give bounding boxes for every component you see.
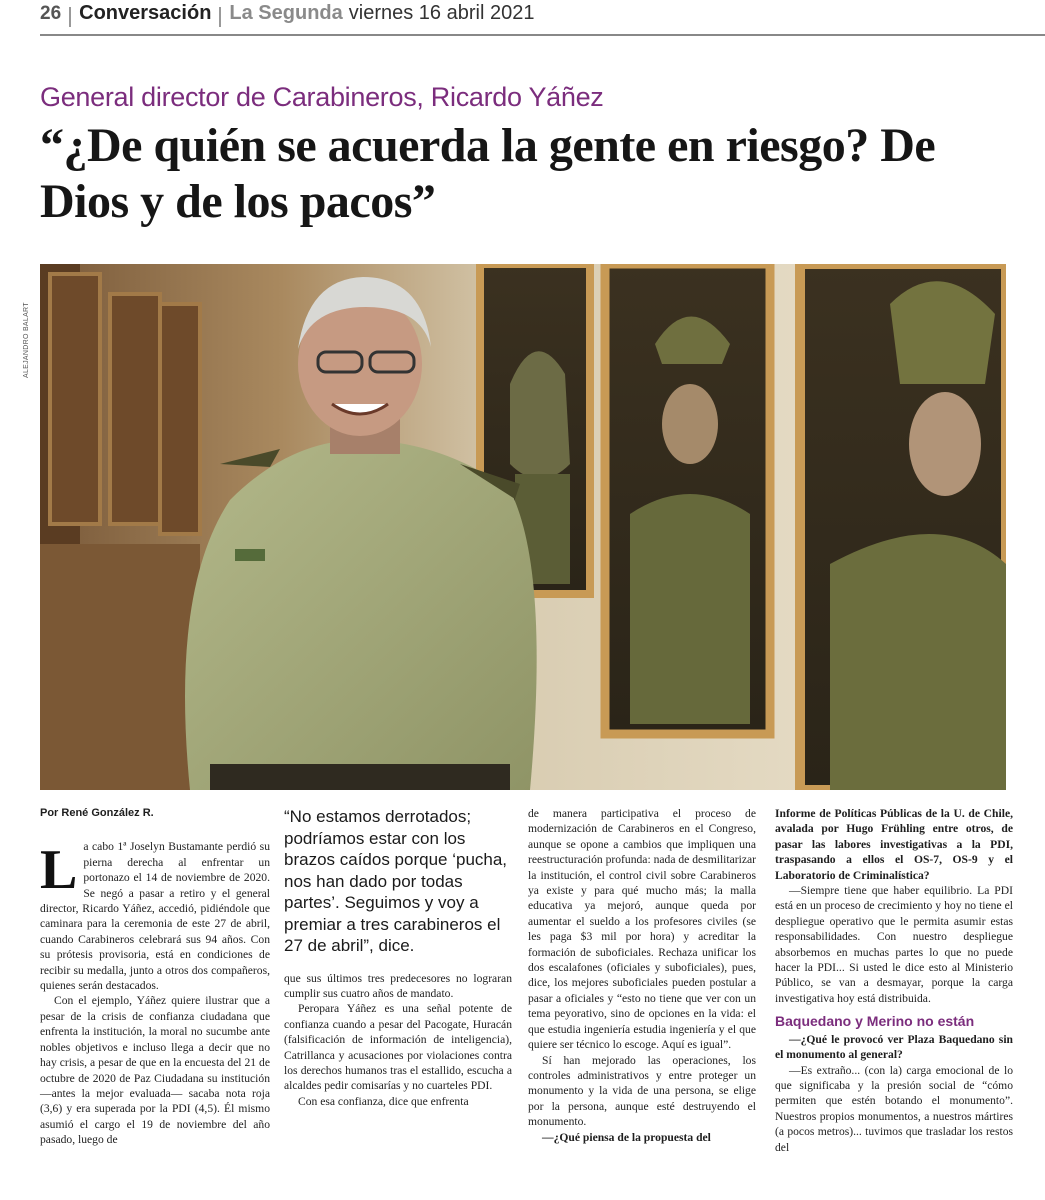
photo-illustration — [40, 264, 1006, 790]
paragraph: Con esa confianza, dice que enfrenta — [298, 1094, 469, 1108]
paragraph: Con el ejemplo, Yáñez quiere ilustrar que a pesar de la crisis de confianza ciudadana que enfrenta la institución, la moral no sucumbe ante nobles objetivos e incluso llega a decir que no hay crisis, a pesar de que en la encuesta del 21 de octubre de 2020 de Paz Ciudadana su institución —antes la mejor evaluada— sacaba nota roja (3,6) y era superada por la PDI (4,5). Él mismo asumió el cargo el 19 de noviembre del año pasado, luego de — [40, 994, 270, 1147]
article-column-3 — [528, 806, 756, 1145]
paragraph: que sus últimos tres predecesores no lograran cumplir sus cuatro años de mandato. — [284, 971, 512, 1000]
masthead-divider — [219, 7, 221, 27]
section-name: Conversación — [79, 2, 212, 24]
issue-date: viernes 16 abril 2021 — [348, 2, 535, 24]
interview-question: —¿Qué le provocó ver Plaza Baquedano sin el monumento al general? — [775, 1032, 1013, 1062]
drop-cap: L — [40, 839, 78, 902]
paragraph: —Siempre tiene que haber equilibrio. La PDI está en un proceso de crecimiento y hoy no tiene el despliegue operativo que le permita asumir estas responsabilidades. Con nuestro despliegue absorbemos en muchas partes lo que no puede hacer la PDI... Si usted le dice esto al Ministerio Público, se van a desmayar, porque la carga investigativa hoy está distribuida. — [775, 884, 1013, 1005]
article-column-1 — [40, 806, 270, 1148]
byline: Por René González R. — [40, 807, 154, 819]
article-column-2 — [284, 806, 512, 1109]
masthead — [40, 2, 534, 32]
portrait-frame — [800, 264, 1006, 790]
header-rule — [40, 34, 1045, 36]
page-number: 26 — [40, 3, 62, 24]
article-column-4 — [775, 806, 1013, 1155]
paragraph: Peropara Yáñez es una señal potente de confianza cuando a pesar del Pacogate, Huracán (falsificación de información de inteligencia), Catrillanca y acusaciones por violaciones contra los derechos humanos tras el estallido, escucha a alcaldes pedir comisarías y no cuarteles PDI. — [284, 1002, 512, 1093]
newspaper-name: La Segunda — [229, 2, 343, 24]
article-photo — [40, 264, 1006, 790]
paragraph: —Es extraño... (con la) carga emocional de lo que significaba y la presión social de “cómo permiten que estén botando el monumento”. Nuestros propios monumentos, a nuestros mártires (a pocos metros)... tuvimos que trasladar los restos del — [775, 1063, 1013, 1154]
paragraph: Sí han mejorado las operaciones, los controles administrativos y entre proteger un monumento y la vida de una persona, se elige por la persona, aunque esté destruyendo el monumento. — [528, 1053, 756, 1129]
masthead-divider — [69, 7, 71, 27]
paragraph-text: a cabo 1ª Joselyn Bustamante perdió su pierna derecha al enfrentar un portonazo el 14 de noviembre de 2020. Se negó a pasar a retiro y el general director, Ricardo Yáñez, accedió, pidiéndole que caminara para la ceremonia de este 27 de abril, cuando Carabineros celebrará sus 94 años. Con su prótesis provisoria, está en condiciones de recibir su medalla, junto a otros dos compañeros, quienes serán destacados. — [40, 840, 270, 993]
interview-question: —¿Qué piensa de la propuesta del — [542, 1130, 711, 1144]
portrait-frame — [605, 264, 770, 734]
kicker: General director de Carabineros, Ricardo Yáñez — [40, 82, 604, 112]
headline: “¿De quién se acuerda la gente en riesgo? De Dios y de los pacos” — [40, 119, 936, 228]
pull-quote: “No estamos derrotados; podríamos estar con los brazos caídos porque ‘pucha, nos han dado por todas partes’. Seguimos y voy a premiar a tres carabineros el 27 de abril”, dice. — [284, 807, 508, 955]
paragraph: de manera participativa el proceso de modernización de Carabineros en el Congreso, aunque se opone a cambios que impliquen una reestructuración profunda: nada de desmilitarizar la institución, el control civil sobre Carabineros ya existe y para qué mucho más; la malla educativa ya mejoró, aunque queda por aumentar el sueldo a los profesores civiles (se les paga $3 mil por hora) y acreditar la formación de suboficiales. Rechaza unificar los dos escalafones (oficiales y suboficiales), pues, dice, los mejores suboficiales pueden postular a pasar a oficiales y “esto no tiene que ver con un tema peyorativo, sino de opciones en la vida: el que estudia ingeniería estudia ingeniería y el que quiere ser técnico lo escoge. Aquí es igual”. — [528, 807, 756, 1052]
interview-question: Informe de Políticas Públicas de la U. de Chile, avalada por Hugo Frühling entre otros, de pasar las labores investigativas a la PDI, traspasando a ellos el OS-7, OS-9 y el Laboratorio de Criminalística? — [775, 807, 1013, 882]
lead-paragraph — [40, 839, 270, 993]
photo-credit: ALEJANDRO BALART — [23, 302, 30, 378]
subheading: Baquedano y Merino no están — [775, 1013, 975, 1030]
